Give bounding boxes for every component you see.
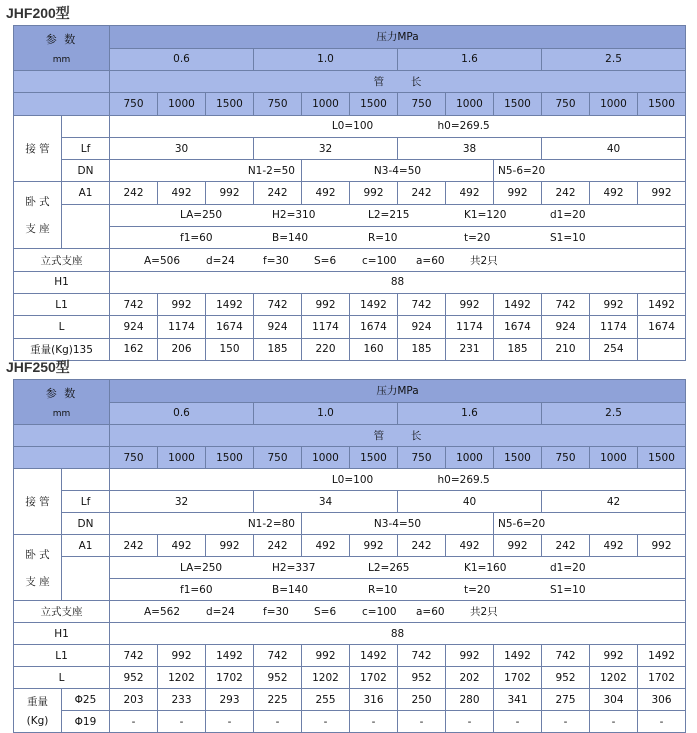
l1-value: 992 <box>158 293 206 315</box>
l1-label: L1 <box>14 645 110 667</box>
phi19-value: - <box>206 711 254 733</box>
l-value: 1702 <box>638 667 686 689</box>
l1-value: 742 <box>254 645 302 667</box>
l1-value: 992 <box>158 645 206 667</box>
phi19-value: - <box>350 711 398 733</box>
support-dims-2 <box>110 579 686 601</box>
a1-value: 492 <box>158 182 206 204</box>
support-d1: d1=20 <box>550 209 586 222</box>
support-l2: L2=265 <box>368 561 410 574</box>
table-row <box>14 601 686 623</box>
tube-length-value: 1500 <box>638 93 686 115</box>
phi25-value: 316 <box>350 689 398 711</box>
h1-value: 88 <box>110 271 686 293</box>
pressure-header: 压力MPa <box>110 26 686 49</box>
vertical-a: A=506 <box>144 254 181 267</box>
table-row <box>14 293 686 315</box>
table-row <box>14 623 686 645</box>
l1-value: 742 <box>542 645 590 667</box>
l1-value: 742 <box>110 293 158 315</box>
l1-value: 1492 <box>350 645 398 667</box>
l-value: 1674 <box>494 316 542 338</box>
weight-label-2: (Kg) <box>26 715 49 727</box>
table-row <box>14 182 686 204</box>
table-row <box>14 204 686 226</box>
a1-value: 492 <box>158 535 206 557</box>
table-row <box>14 115 686 137</box>
lf-label: Lf <box>62 137 110 159</box>
table-row <box>14 491 686 513</box>
tube-length-value: 1000 <box>302 447 350 469</box>
dn-n12: N1-2=80 <box>110 513 302 535</box>
l-value: 202 <box>446 667 494 689</box>
a1-value: 492 <box>446 182 494 204</box>
weight-label <box>14 689 62 733</box>
table-row <box>14 160 686 182</box>
l-label: L <box>14 316 110 338</box>
table-row <box>14 316 686 338</box>
tube-length-value: 750 <box>110 447 158 469</box>
vertical-a2: a=60 <box>416 606 445 618</box>
h1-label: H1 <box>14 623 110 645</box>
tube-length-value: 1000 <box>158 93 206 115</box>
vertical-c: c=100 <box>362 254 397 267</box>
vertical-a2: a=60 <box>416 254 445 267</box>
weight-value: 231 <box>446 338 494 360</box>
l-value: 1174 <box>302 316 350 338</box>
weight-value <box>638 338 686 360</box>
support-dims-2 <box>110 227 686 249</box>
l-value: 1202 <box>590 667 638 689</box>
tube-length-value: 750 <box>398 93 446 115</box>
a1-value: 992 <box>638 182 686 204</box>
table-row <box>14 557 686 579</box>
tube-length-value: 750 <box>254 93 302 115</box>
support-d1: d1=20 <box>550 561 586 574</box>
tube-length-value: 1000 <box>446 447 494 469</box>
l1-value: 992 <box>446 293 494 315</box>
h0-value: h0=269.5 <box>437 473 490 486</box>
weight-value: 185 <box>398 338 446 360</box>
support-b: B=140 <box>272 583 309 596</box>
vertical-s: S=6 <box>314 606 337 618</box>
phi19-value: - <box>542 711 590 733</box>
a1-value: 492 <box>590 182 638 204</box>
vertical-s: S=6 <box>314 254 337 267</box>
lf-value: 38 <box>398 137 542 159</box>
tube-length-value: 1500 <box>350 447 398 469</box>
blank-cell <box>62 204 110 249</box>
a1-value: 242 <box>542 182 590 204</box>
tube-length-value: 1000 <box>590 447 638 469</box>
table-row <box>14 469 686 491</box>
l-value: 1674 <box>350 316 398 338</box>
l-value: 952 <box>254 667 302 689</box>
table-row <box>14 579 686 601</box>
l1-value: 742 <box>542 293 590 315</box>
horizontal-label-1: 卧 式 <box>25 196 50 209</box>
vertical-f: f=30 <box>263 606 289 618</box>
weight-value: 210 <box>542 338 590 360</box>
pressure-value: 2.5 <box>542 402 686 425</box>
a1-value: 492 <box>446 535 494 557</box>
l-value: 1674 <box>206 316 254 338</box>
pipe-l0-h0 <box>110 115 686 137</box>
vertical-support-dims <box>110 601 686 623</box>
blank-cell <box>62 115 110 137</box>
tube-length-value: 1000 <box>446 93 494 115</box>
phi19-value: - <box>158 711 206 733</box>
l1-value: 742 <box>254 293 302 315</box>
support-r: R=10 <box>368 231 398 244</box>
weight-value: 160 <box>350 338 398 360</box>
dn-label: DN <box>62 160 110 182</box>
l-value: 1202 <box>158 667 206 689</box>
param-label-cell <box>14 380 110 425</box>
l1-value: 992 <box>302 293 350 315</box>
l-label: L <box>14 667 110 689</box>
vertical-support-label: 立式支座 <box>14 601 110 623</box>
table-row <box>14 137 686 159</box>
phi25-value: 341 <box>494 689 542 711</box>
l1-value: 992 <box>590 293 638 315</box>
h0-value: h0=269.5 <box>437 120 490 133</box>
a1-value: 992 <box>494 182 542 204</box>
tube-length-value: 1000 <box>590 93 638 115</box>
table-row <box>14 667 686 689</box>
table-row <box>14 93 686 115</box>
vertical-a: A=562 <box>144 606 181 618</box>
lf-value: 32 <box>254 137 398 159</box>
table-row <box>14 447 686 469</box>
l1-value: 992 <box>446 645 494 667</box>
l-value: 1202 <box>302 667 350 689</box>
a1-value: 492 <box>302 182 350 204</box>
horizontal-support-label <box>14 535 62 601</box>
tube-length-value: 750 <box>254 447 302 469</box>
phi25-label: Φ25 <box>62 689 110 711</box>
a1-value: 242 <box>398 182 446 204</box>
a1-value: 242 <box>254 535 302 557</box>
table-row <box>14 689 686 711</box>
table-jhf200 <box>13 25 686 361</box>
l-value: 1174 <box>158 316 206 338</box>
support-dims-1 <box>110 204 686 226</box>
tube-length-value: 1500 <box>494 93 542 115</box>
table-row <box>14 227 686 249</box>
l1-label: L1 <box>14 293 110 315</box>
table-row <box>14 249 686 271</box>
a1-value: 992 <box>206 535 254 557</box>
dn-n34: N3-4=50 <box>302 160 494 182</box>
weight-value: 220 <box>302 338 350 360</box>
a1-value: 242 <box>398 535 446 557</box>
table-row <box>14 338 686 360</box>
pressure-value: 1.0 <box>254 48 398 71</box>
lf-value: 42 <box>542 491 686 513</box>
tube-length-value: 1500 <box>206 93 254 115</box>
phi25-value: 306 <box>638 689 686 711</box>
phi25-value: 275 <box>542 689 590 711</box>
vertical-support-label: 立式支座 <box>14 249 110 271</box>
phi25-value: 250 <box>398 689 446 711</box>
phi19-value: - <box>446 711 494 733</box>
tube-length-value: 1500 <box>638 447 686 469</box>
support-t: t=20 <box>464 583 491 596</box>
phi25-value: 304 <box>590 689 638 711</box>
blank-header <box>14 71 110 93</box>
l1-value: 742 <box>398 293 446 315</box>
support-t: t=20 <box>464 231 491 244</box>
l-value: 924 <box>398 316 446 338</box>
tube-length-value: 1500 <box>206 447 254 469</box>
table-row <box>14 271 686 293</box>
a1-value: 492 <box>302 535 350 557</box>
phi25-value: 280 <box>446 689 494 711</box>
tube-length-value: 750 <box>398 447 446 469</box>
tube-length-value: 1000 <box>302 93 350 115</box>
phi19-value: - <box>254 711 302 733</box>
phi25-value: 225 <box>254 689 302 711</box>
table-row <box>14 535 686 557</box>
support-l2: L2=215 <box>368 209 410 222</box>
pipe-label: 接 管 <box>14 115 62 182</box>
param-label-cell <box>14 26 110 71</box>
horizontal-label-2: 支 座 <box>25 223 50 236</box>
blank-cell <box>62 557 110 601</box>
a1-value: 242 <box>110 535 158 557</box>
table-row <box>14 71 686 93</box>
pressure-value: 1.6 <box>398 402 542 425</box>
tube-length-value: 1500 <box>350 93 398 115</box>
table1-title: JHF200型 <box>6 5 70 21</box>
weight-value: 185 <box>254 338 302 360</box>
support-la: LA=250 <box>180 209 223 222</box>
table2-title: JHF250型 <box>6 359 70 375</box>
unit-label: mm <box>52 55 71 65</box>
vertical-count: 共2只 <box>470 606 498 618</box>
support-f1: f1=60 <box>180 231 213 244</box>
dn-n56: N5-6=20 <box>494 160 686 182</box>
l-value: 1674 <box>638 316 686 338</box>
param-label: 参 数 <box>45 387 78 400</box>
blank-header <box>14 425 110 447</box>
l-value: 924 <box>254 316 302 338</box>
dn-n34: N3-4=50 <box>302 513 494 535</box>
table-row <box>14 711 686 733</box>
weight-value: 206 <box>158 338 206 360</box>
l1-value: 1492 <box>206 645 254 667</box>
tube-length-value: 750 <box>110 93 158 115</box>
l-value: 924 <box>542 316 590 338</box>
a1-value: 992 <box>494 535 542 557</box>
table-row <box>14 425 686 447</box>
dn-n12: N1-2=50 <box>110 160 302 182</box>
table-row <box>14 513 686 535</box>
l1-value: 992 <box>590 645 638 667</box>
h1-value: 88 <box>110 623 686 645</box>
vertical-f: f=30 <box>263 254 289 267</box>
l0-value: L0=100 <box>331 120 374 133</box>
l1-value: 1492 <box>638 293 686 315</box>
l1-value: 1492 <box>494 645 542 667</box>
l1-value: 992 <box>302 645 350 667</box>
l-value: 952 <box>542 667 590 689</box>
support-k1: K1=160 <box>464 561 507 574</box>
lf-value: 32 <box>110 491 254 513</box>
l-value: 1174 <box>590 316 638 338</box>
a1-label: A1 <box>62 182 110 204</box>
dn-n56: N5-6=20 <box>494 513 686 535</box>
tube-length-value: 1000 <box>158 447 206 469</box>
horizontal-support-label <box>14 182 62 249</box>
tube-length-header: 管 长 <box>110 71 686 93</box>
blank-header <box>14 93 110 115</box>
phi19-value: - <box>110 711 158 733</box>
weight-value: 150 <box>206 338 254 360</box>
phi19-value: - <box>494 711 542 733</box>
table-row <box>14 645 686 667</box>
l-value: 1174 <box>446 316 494 338</box>
horizontal-label-2: 支 座 <box>25 575 50 588</box>
phi19-value: - <box>302 711 350 733</box>
weight-value: 254 <box>590 338 638 360</box>
support-h2: H2=310 <box>272 209 316 222</box>
phi19-label: Φ19 <box>62 711 110 733</box>
l-value: 1702 <box>206 667 254 689</box>
tube-length-value: 750 <box>542 93 590 115</box>
a1-value: 992 <box>638 535 686 557</box>
l-value: 1702 <box>350 667 398 689</box>
pressure-value: 2.5 <box>542 48 686 71</box>
blank-header <box>14 447 110 469</box>
lf-value: 34 <box>254 491 398 513</box>
support-la: LA=250 <box>180 561 223 574</box>
vertical-d: d=24 <box>206 254 235 267</box>
lf-value: 40 <box>398 491 542 513</box>
vertical-d: d=24 <box>206 606 235 618</box>
phi25-value: 203 <box>110 689 158 711</box>
a1-value: 242 <box>110 182 158 204</box>
param-label: 参 数 <box>45 33 78 46</box>
phi19-value: - <box>638 711 686 733</box>
l1-value: 1492 <box>638 645 686 667</box>
phi25-value: 293 <box>206 689 254 711</box>
l1-value: 742 <box>398 645 446 667</box>
a1-value: 992 <box>350 535 398 557</box>
l-value: 1702 <box>494 667 542 689</box>
a1-value: 492 <box>590 535 638 557</box>
weight-label-1: 重量 <box>27 696 48 708</box>
dn-label: DN <box>62 513 110 535</box>
tube-length-value: 750 <box>542 447 590 469</box>
phi25-value: 255 <box>302 689 350 711</box>
unit-label: mm <box>52 409 71 419</box>
tube-length-header: 管 长 <box>110 425 686 447</box>
vertical-c: c=100 <box>362 606 397 618</box>
weight-value: 185 <box>494 338 542 360</box>
lf-value: 30 <box>110 137 254 159</box>
l1-value: 742 <box>110 645 158 667</box>
a1-label: A1 <box>62 535 110 557</box>
phi19-value: - <box>590 711 638 733</box>
phi19-value: - <box>398 711 446 733</box>
l-value: 924 <box>110 316 158 338</box>
support-s1: S1=10 <box>550 231 586 244</box>
blank-cell <box>62 469 110 491</box>
support-s1: S1=10 <box>550 583 586 596</box>
a1-value: 242 <box>542 535 590 557</box>
l1-value: 1492 <box>350 293 398 315</box>
l-value: 952 <box>398 667 446 689</box>
pressure-value: 1.6 <box>398 48 542 71</box>
support-r: R=10 <box>368 583 398 596</box>
horizontal-label-1: 卧 式 <box>25 548 50 561</box>
table-row <box>14 380 686 403</box>
a1-value: 242 <box>254 182 302 204</box>
pipe-label: 接 管 <box>14 469 62 535</box>
vertical-count: 共2只 <box>470 254 498 267</box>
l-value: 952 <box>110 667 158 689</box>
support-k1: K1=120 <box>464 209 507 222</box>
support-dims-1 <box>110 557 686 579</box>
pressure-header: 压力MPa <box>110 380 686 403</box>
l0-value: L0=100 <box>331 473 374 486</box>
tube-length-value: 1500 <box>494 447 542 469</box>
a1-value: 992 <box>350 182 398 204</box>
pressure-value: 0.6 <box>110 402 254 425</box>
pressure-value: 0.6 <box>110 48 254 71</box>
lf-label: Lf <box>62 491 110 513</box>
weight-label: 重量(Kg)135 <box>14 338 110 360</box>
l1-value: 1492 <box>206 293 254 315</box>
support-f1: f1=60 <box>180 583 213 596</box>
h1-label: H1 <box>14 271 110 293</box>
weight-value: 162 <box>110 338 158 360</box>
pressure-value: 1.0 <box>254 402 398 425</box>
support-b: B=140 <box>272 231 309 244</box>
l1-value: 1492 <box>494 293 542 315</box>
vertical-support-dims <box>110 249 686 271</box>
support-h2: H2=337 <box>272 561 316 574</box>
table-jhf250 <box>13 379 686 733</box>
phi25-value: 233 <box>158 689 206 711</box>
pipe-l0-h0 <box>110 469 686 491</box>
table-row <box>14 48 686 71</box>
a1-value: 992 <box>206 182 254 204</box>
table-row <box>14 402 686 425</box>
lf-value: 40 <box>542 137 686 159</box>
table-row <box>14 26 686 49</box>
